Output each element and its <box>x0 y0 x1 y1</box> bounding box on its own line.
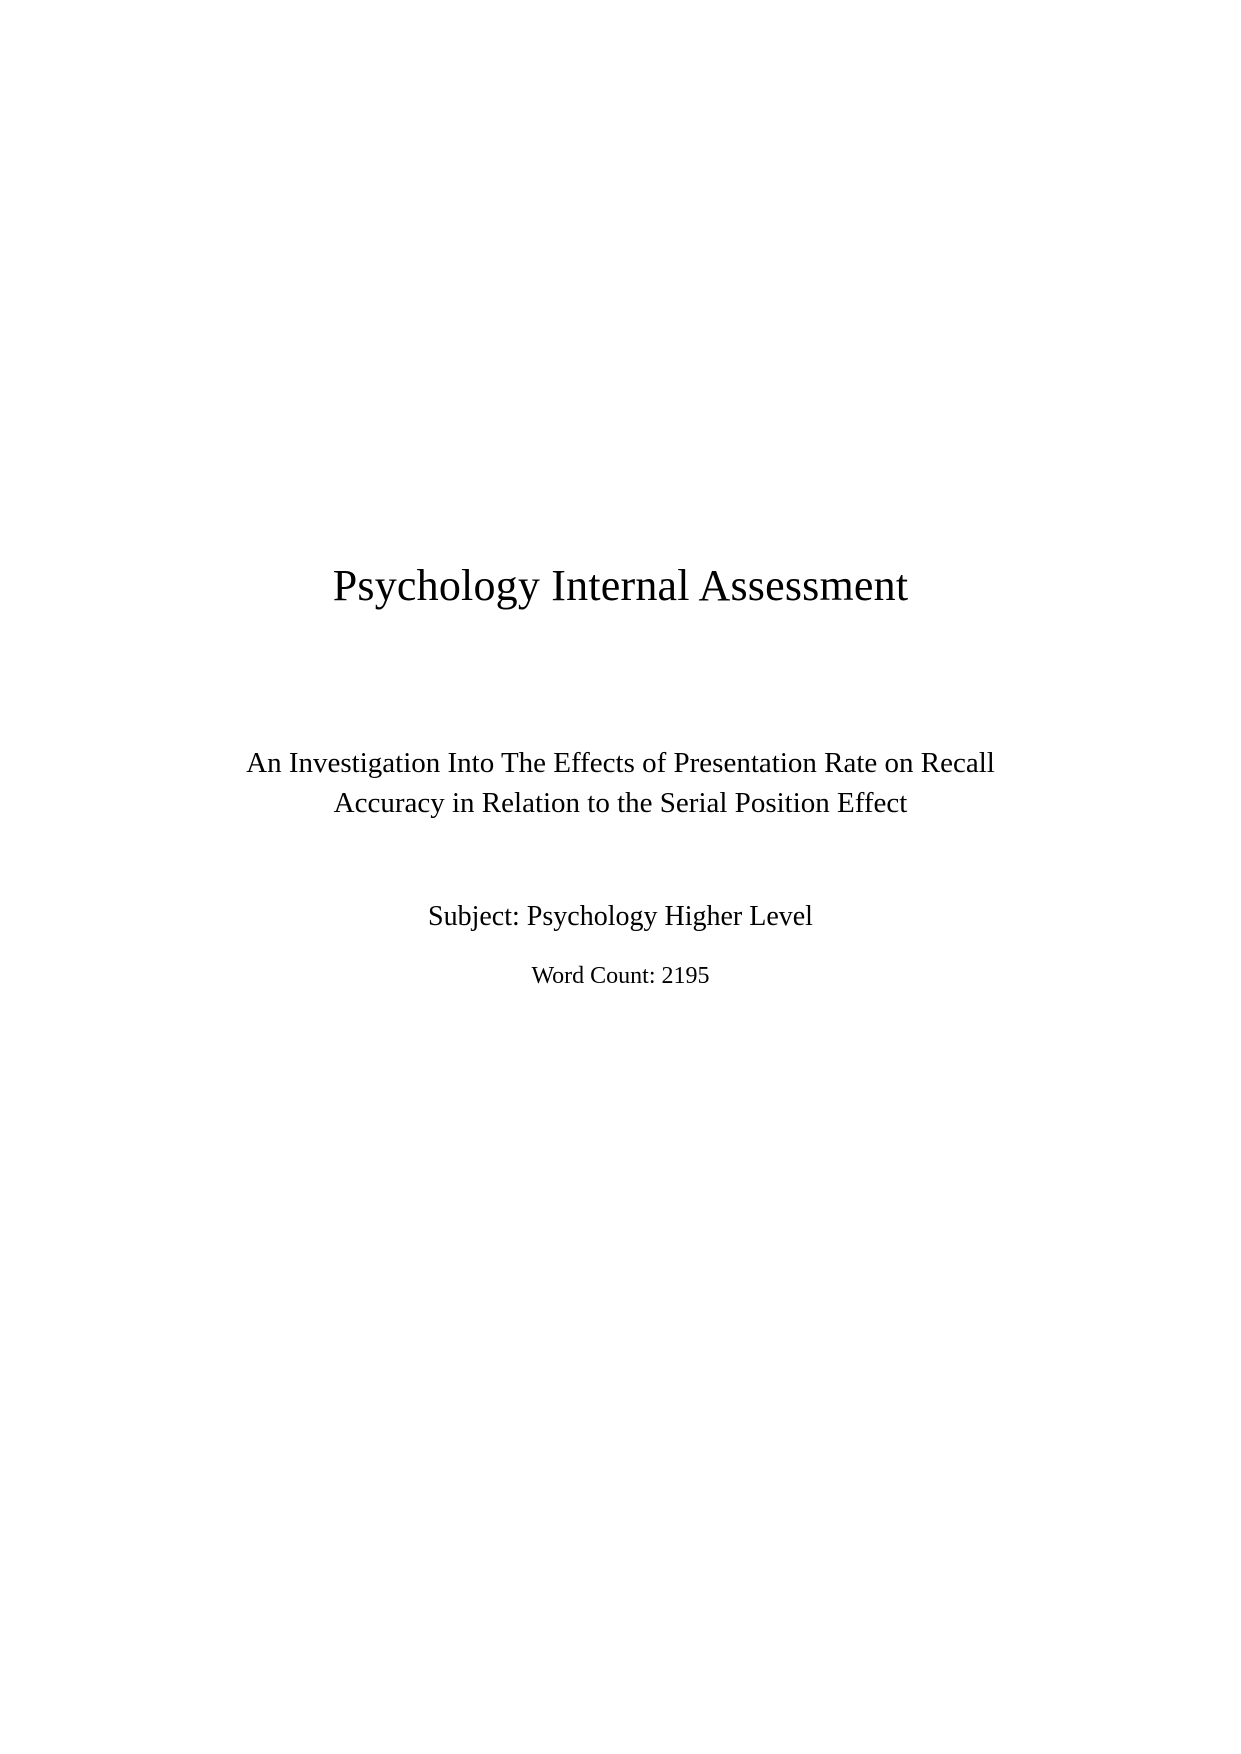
subject-line: Subject: Psychology Higher Level <box>428 900 813 932</box>
research-question-subtitle: An Investigation Into The Effects of Presentation Rate on Recall Accuracy in Relation to the Serial Position Effect <box>246 746 995 819</box>
title-block <box>0 560 1241 990</box>
page-title: Psychology Internal Assessment <box>332 561 909 610</box>
word-count-line: Word Count: 2195 <box>531 962 710 989</box>
